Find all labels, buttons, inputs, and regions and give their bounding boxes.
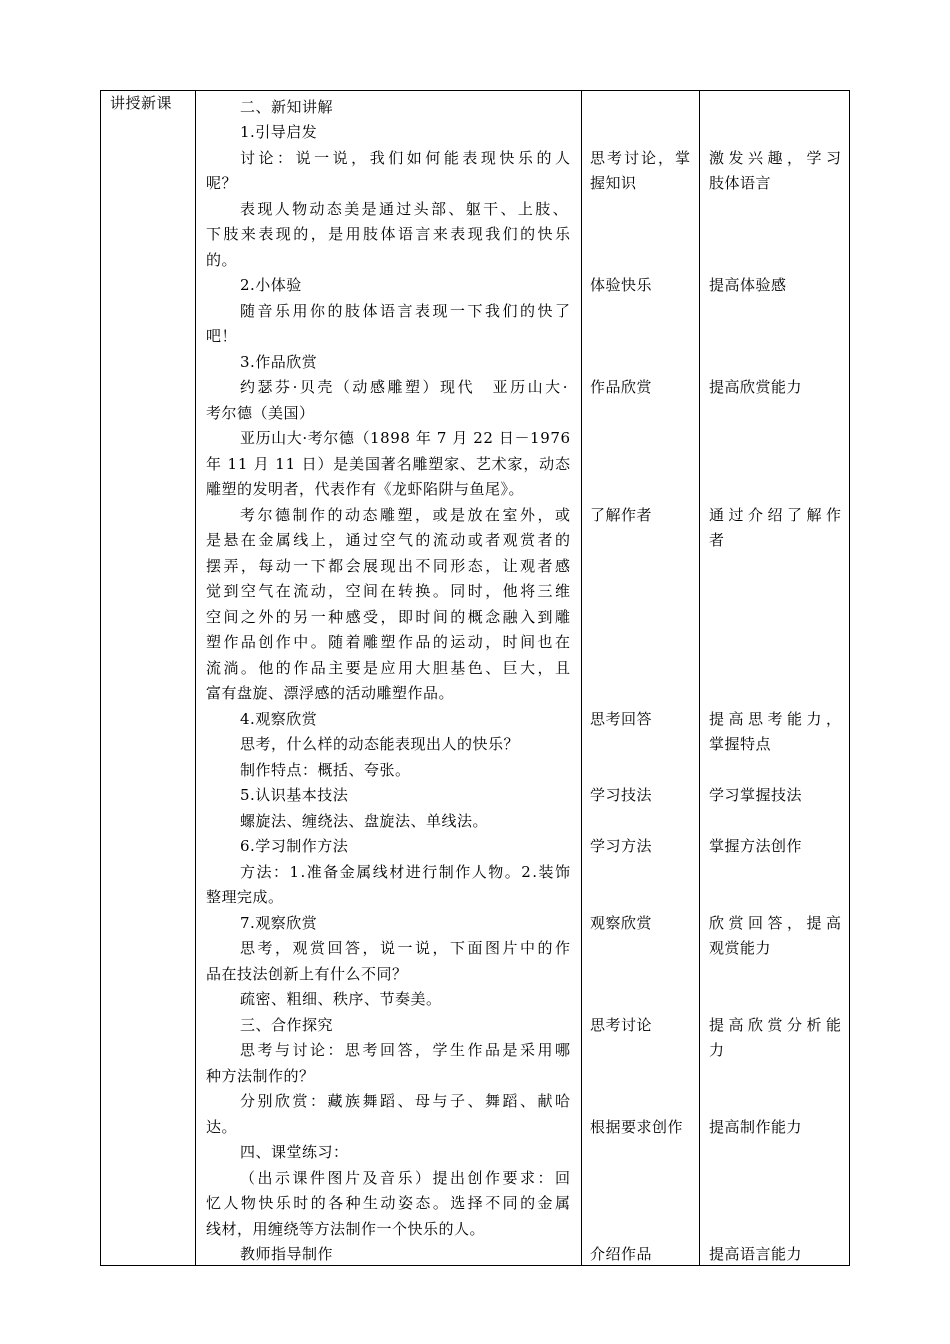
content-line: 流淌。他的作品主要是应用大胆基色、巨大，且 [206, 659, 573, 677]
content-line: 思考，什么样的动态能表现出人的快乐？ [240, 735, 520, 753]
content-line: 二、新知讲解 [240, 98, 334, 116]
intent-line: 者 [709, 531, 725, 549]
content-line: 分别欣赏：藏族舞蹈、母与子、舞蹈、献哈 [240, 1092, 573, 1110]
content-line: 达。 [206, 1118, 238, 1136]
content-line: 品在技法创新上有什么不同？ [206, 965, 408, 983]
content-line: 3.作品欣赏 [240, 353, 318, 371]
content-line: 雕塑的发明者，代表作有《龙虾陷阱与鱼尾》。 [206, 480, 525, 498]
intent-line: 掌握方法创作 [709, 837, 803, 855]
content-line: 随音乐用你的肢体语言表现一下我们的快了 [240, 302, 573, 320]
section-label: 讲授新课 [110, 94, 173, 112]
content-line: 呢？ [206, 174, 238, 192]
activity-line: 体验快乐 [590, 276, 653, 294]
activity-line: 思考讨论，掌 [590, 149, 692, 167]
column-divider [699, 91, 700, 1265]
activity-line: 观察欣赏 [590, 914, 653, 932]
content-line: 四、课堂练习： [240, 1143, 349, 1161]
content-line: 考尔德（美国） [206, 404, 315, 422]
content-line: 疏密、粗细、秩序、节奏美。 [240, 990, 442, 1008]
intent-line: 提高体验感 [709, 276, 787, 294]
intent-line: 肢体语言 [709, 174, 772, 192]
content-line: 思考，观赏回答，说一说，下面图片中的作 [240, 939, 573, 957]
column-divider [195, 91, 196, 1265]
intent-line: 学习掌握技法 [709, 786, 803, 804]
intent-line: 欣赏回答，提高 [709, 914, 846, 932]
intent-line: 力 [709, 1041, 725, 1059]
content-line: 制作特点：概括、夸张。 [240, 761, 411, 779]
content-line: 4.观察欣赏 [240, 710, 318, 728]
intent-line: 激发兴趣，学习 [709, 149, 846, 167]
intent-line: 提高欣赏分析能 [709, 1016, 846, 1034]
content-line: 整理完成。 [206, 888, 284, 906]
content-line: 吧！ [206, 327, 238, 345]
content-line: 考尔德制作的动态雕塑，或是放在室外，或 [240, 506, 573, 524]
intent-line: 提高制作能力 [709, 1118, 803, 1136]
activity-line: 思考讨论 [590, 1016, 653, 1034]
content-line: 螺旋法、缠绕法、盘旋法、单线法。 [240, 812, 489, 830]
intent-line: 提高思考能力， [709, 710, 846, 728]
activity-line: 学习技法 [590, 786, 653, 804]
content-line: 觉到空气在流动，空间在转换。同时，他将三维 [206, 582, 573, 600]
content-line: 是悬在金属线上，通过空气的流动或者观赏者的 [206, 531, 573, 549]
content-line: 三、合作探究 [240, 1016, 334, 1034]
intent-line: 观赏能力 [709, 939, 772, 957]
content-line: 塑作品创作中。随着雕塑作品的运动，时间也在 [206, 633, 573, 651]
activity-line: 作品欣赏 [590, 378, 653, 396]
content-line: 忆人物快乐时的各种生动姿态。选择不同的金属 [206, 1194, 573, 1212]
content-line: 5.认识基本技法 [240, 786, 349, 804]
intent-line: 掌握特点 [709, 735, 772, 753]
content-line: 亚历山大·考尔德（1898 年 7 月 22 日－1976 [240, 429, 571, 447]
activity-line: 思考回答 [590, 710, 653, 728]
activity-line: 介绍作品 [590, 1245, 653, 1263]
content-line: 1.引导启发 [240, 123, 318, 141]
intent-line: 通过介绍了解作 [709, 506, 846, 524]
activity-line: 学习方法 [590, 837, 653, 855]
content-line: 下肢来表现的，是用肢体语言来表现我们的快乐 [206, 225, 573, 243]
content-line: 的。 [206, 251, 238, 269]
intent-line: 提高欣赏能力 [709, 378, 803, 396]
content-line: 方法：1.准备金属线材进行制作人物。2.装饰 [240, 863, 572, 881]
content-line: 种方法制作的？ [206, 1067, 315, 1085]
content-line: 6.学习制作方法 [240, 837, 349, 855]
content-line: 7.观察欣赏 [240, 914, 318, 932]
content-line: （出示课件图片及音乐）提出创作要求：回 [240, 1169, 573, 1187]
content-line: 富有盘旋、漂浮感的活动雕塑作品。 [206, 684, 455, 702]
content-line: 线材，用缠绕等方法制作一个快乐的人。 [206, 1220, 486, 1238]
content-line: 约瑟芬·贝壳（动感雕塑）现代 亚历山大· [240, 378, 570, 396]
content-line: 年 11 月 11 日）是美国著名雕塑家、艺术家，动态 [206, 455, 571, 473]
activity-line: 了解作者 [590, 506, 653, 524]
content-line: 思考与讨论：思考回答，学生作品是采用哪 [240, 1041, 573, 1059]
content-line: 空间之外的另一种感受，即时间的概念融入到雕 [206, 608, 573, 626]
intent-line: 提高语言能力 [709, 1245, 803, 1263]
content-line: 讨论：说一说，我们如何能表现快乐的人 [240, 149, 574, 167]
content-line: 教师指导制作 [240, 1245, 334, 1263]
column-divider [581, 91, 582, 1265]
content-line: 表现人物动态美是通过头部、躯干、上肢、 [240, 200, 570, 218]
activity-line: 根据要求创作 [590, 1118, 684, 1136]
content-line: 2.小体验 [240, 276, 302, 294]
content-line: 摆弄，每动一下都会展现出不同形态，让观者感 [206, 557, 573, 575]
activity-line: 握知识 [590, 174, 637, 192]
